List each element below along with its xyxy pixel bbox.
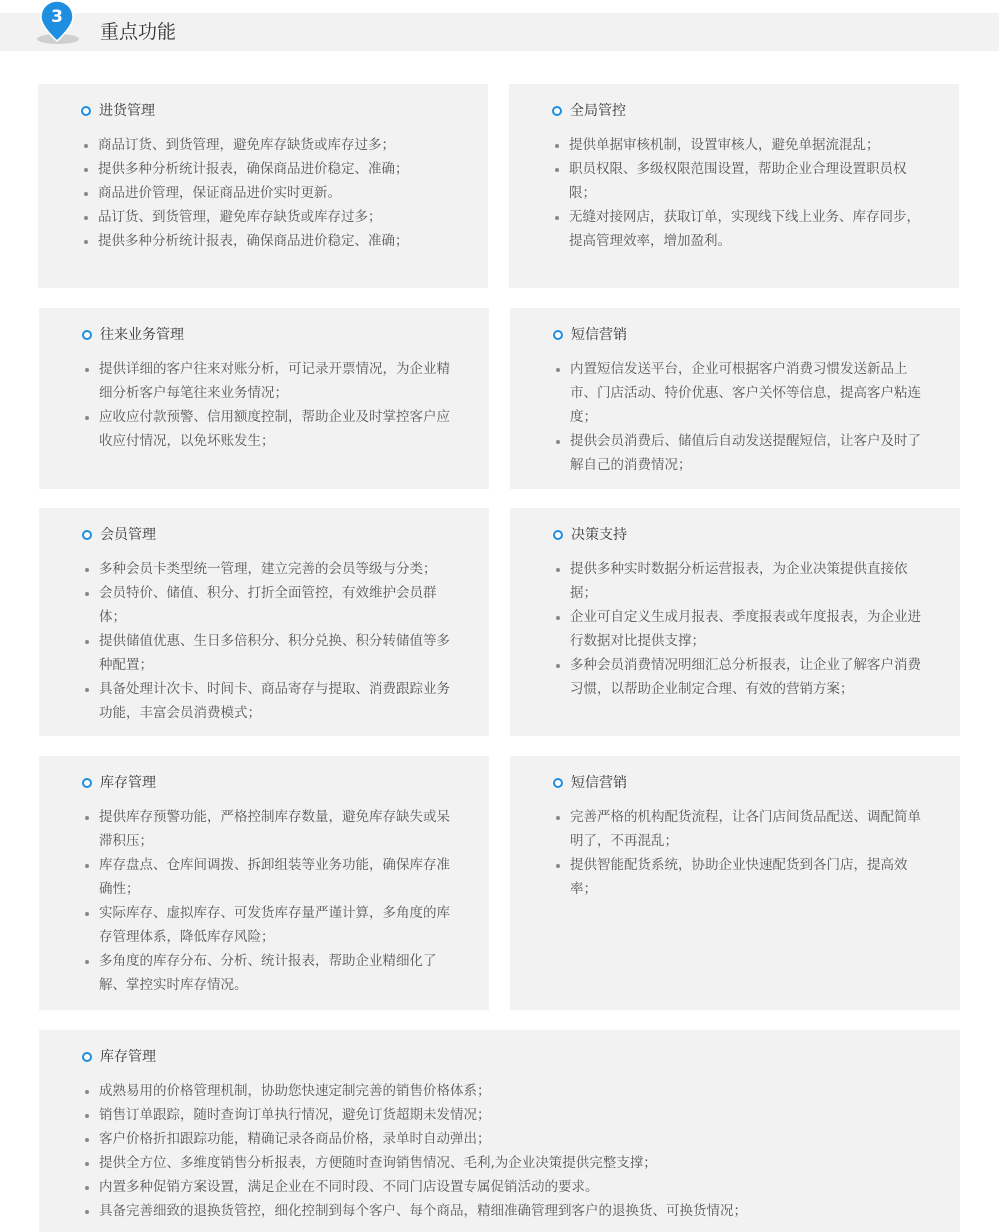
feature-card-accounts (39, 308, 489, 489)
bullet-ring-icon (553, 530, 563, 540)
list-item: 实际库存、虚拟库存、可发货库存量严谨计算，多角度的库存管理体系，降低库存风险； (82, 901, 462, 949)
list-item: 成熟易用的价格管理机制，协助您快速定制完善的销售价格体系； (82, 1079, 942, 1103)
feature-card-distribution (510, 756, 960, 1010)
list-item: 内置短信发送平台，企业可根据客户消费习惯发送新品上市、门店活动、特价优惠、客户关怀等信息，提高客户粘连度； (553, 357, 933, 429)
list-item: 商品订货、到货管理，避免库存缺货或库存过多； (81, 133, 461, 157)
feature-card-sales-pricing (39, 1030, 960, 1232)
list-item: 应收应付款预警、信用额度控制，帮助企业及时掌控客户应收应付情况，以免坏账发生； (82, 405, 462, 453)
list-item: 库存盘点、仓库间调拨、拆卸组装等业务功能，确保库存准确性； (82, 853, 462, 901)
list-item: 商品进价管理，保证商品进价实时更新。 (81, 181, 461, 205)
feature-card-membership (39, 508, 489, 736)
feature-list (82, 557, 462, 725)
list-item: 企业可自定义生成月报表、季度报表或年度报表，为企业进行数据对比提供支撑； (553, 605, 933, 653)
list-item: 品订货、到货管理，避免库存缺货或库存过多； (81, 205, 461, 229)
feature-list (82, 1079, 942, 1223)
step-number: 3 (51, 7, 63, 27)
feature-list (553, 357, 933, 477)
list-item: 多种会员卡类型统一管理，建立完善的会员等级与分类； (82, 557, 462, 581)
feature-list (552, 133, 932, 253)
list-item: 提供多种分析统计报表，确保商品进价稳定、准确； (81, 157, 461, 181)
list-item: 多种会员消费情况明细汇总分析报表，让企业了解客户消费习惯，以帮助企业制定合理、有效的营销方案； (553, 653, 933, 701)
bullet-ring-icon (553, 778, 563, 788)
list-item: 提供单据审核机制，设置审核人，避免单据流混乱； (552, 133, 932, 157)
bullet-ring-icon (82, 530, 92, 540)
list-item: 多角度的库存分布、分析、统计报表，帮助企业精细化了解、掌控实时库存情况。 (82, 949, 462, 997)
list-item: 提供多种实时数据分析运营报表，为企业决策提供直接依据； (553, 557, 933, 605)
card-title: 决策支持 (571, 527, 627, 543)
list-item: 提供全方位、多维度销售分析报表，方便随时查询销售情况、毛利,为企业决策提供完整支撑； (82, 1151, 942, 1175)
list-item: 具备完善细致的退换货管控，细化控制到每个客户、每个商品，精细准确管理到客户的退换货、可换货情况； (82, 1199, 942, 1223)
card-title: 短信营销 (571, 775, 627, 791)
step-pin-icon (40, 0, 74, 42)
feature-card-global-control (509, 84, 959, 288)
bullet-ring-icon (81, 106, 91, 116)
card-title: 往来业务管理 (100, 327, 184, 343)
page-title: 重点功能 (100, 21, 177, 43)
list-item: 客户价格折扣跟踪功能，精确记录各商品价格，录单时自动弹出； (82, 1127, 942, 1151)
card-title: 短信营销 (571, 327, 627, 343)
feature-list (81, 133, 461, 253)
list-item: 具备处理计次卡、时间卡、商品寄存与提取、消费跟踪业务功能，丰富会员消费模式； (82, 677, 462, 725)
bullet-ring-icon (552, 106, 562, 116)
list-item: 提供库存预警功能，严格控制库存数量，避免库存缺失或呆滞积压； (82, 805, 462, 853)
bullet-ring-icon (82, 778, 92, 788)
list-item: 提供智能配货系统，协助企业快速配货到各门店，提高效率； (553, 853, 933, 901)
list-item: 会员特价、储值、积分、打折全面管控，有效维护会员群体； (82, 581, 462, 629)
card-title: 全局管控 (570, 103, 626, 119)
card-title: 会员管理 (100, 527, 156, 543)
bullet-ring-icon (553, 330, 563, 340)
bullet-ring-icon (82, 330, 92, 340)
feature-list (553, 805, 933, 901)
card-title: 库存管理 (100, 1049, 156, 1065)
feature-card-inventory (39, 756, 489, 1010)
feature-list (553, 557, 933, 701)
list-item: 销售订单跟踪，随时查询订单执行情况，避免订货超期未发情况； (82, 1103, 942, 1127)
list-item: 内置多种促销方案设置，满足企业在不同时段、不同门店设置专属促销活动的要求。 (82, 1175, 942, 1199)
feature-card-purchase (38, 84, 488, 288)
list-item: 提供详细的客户往来对账分析，可记录开票情况，为企业精细分析客户每笔往来业务情况； (82, 357, 462, 405)
feature-list (82, 357, 462, 453)
feature-list (82, 805, 462, 997)
feature-card-decision-support (510, 508, 960, 736)
list-item: 无缝对接网店，获取订单，实现线下线上业务、库存同步，提高管理效率，增加盈利。 (552, 205, 932, 253)
card-title: 进货管理 (99, 103, 155, 119)
feature-card-sms-marketing (510, 308, 960, 489)
list-item: 提供多种分析统计报表，确保商品进价稳定、准确； (81, 229, 461, 253)
bullet-ring-icon (82, 1052, 92, 1062)
list-item: 提供会员消费后、储值后自动发送提醒短信，让客户及时了解自己的消费情况； (553, 429, 933, 477)
card-title: 库存管理 (100, 775, 156, 791)
list-item: 完善严格的机构配货流程，让各门店间货品配送、调配简单明了，不再混乱； (553, 805, 933, 853)
list-item: 职员权限、多级权限范围设置，帮助企业合理设置职员权限； (552, 157, 932, 205)
list-item: 提供储值优惠、生日多倍积分、积分兑换、积分转储值等多种配置； (82, 629, 462, 677)
